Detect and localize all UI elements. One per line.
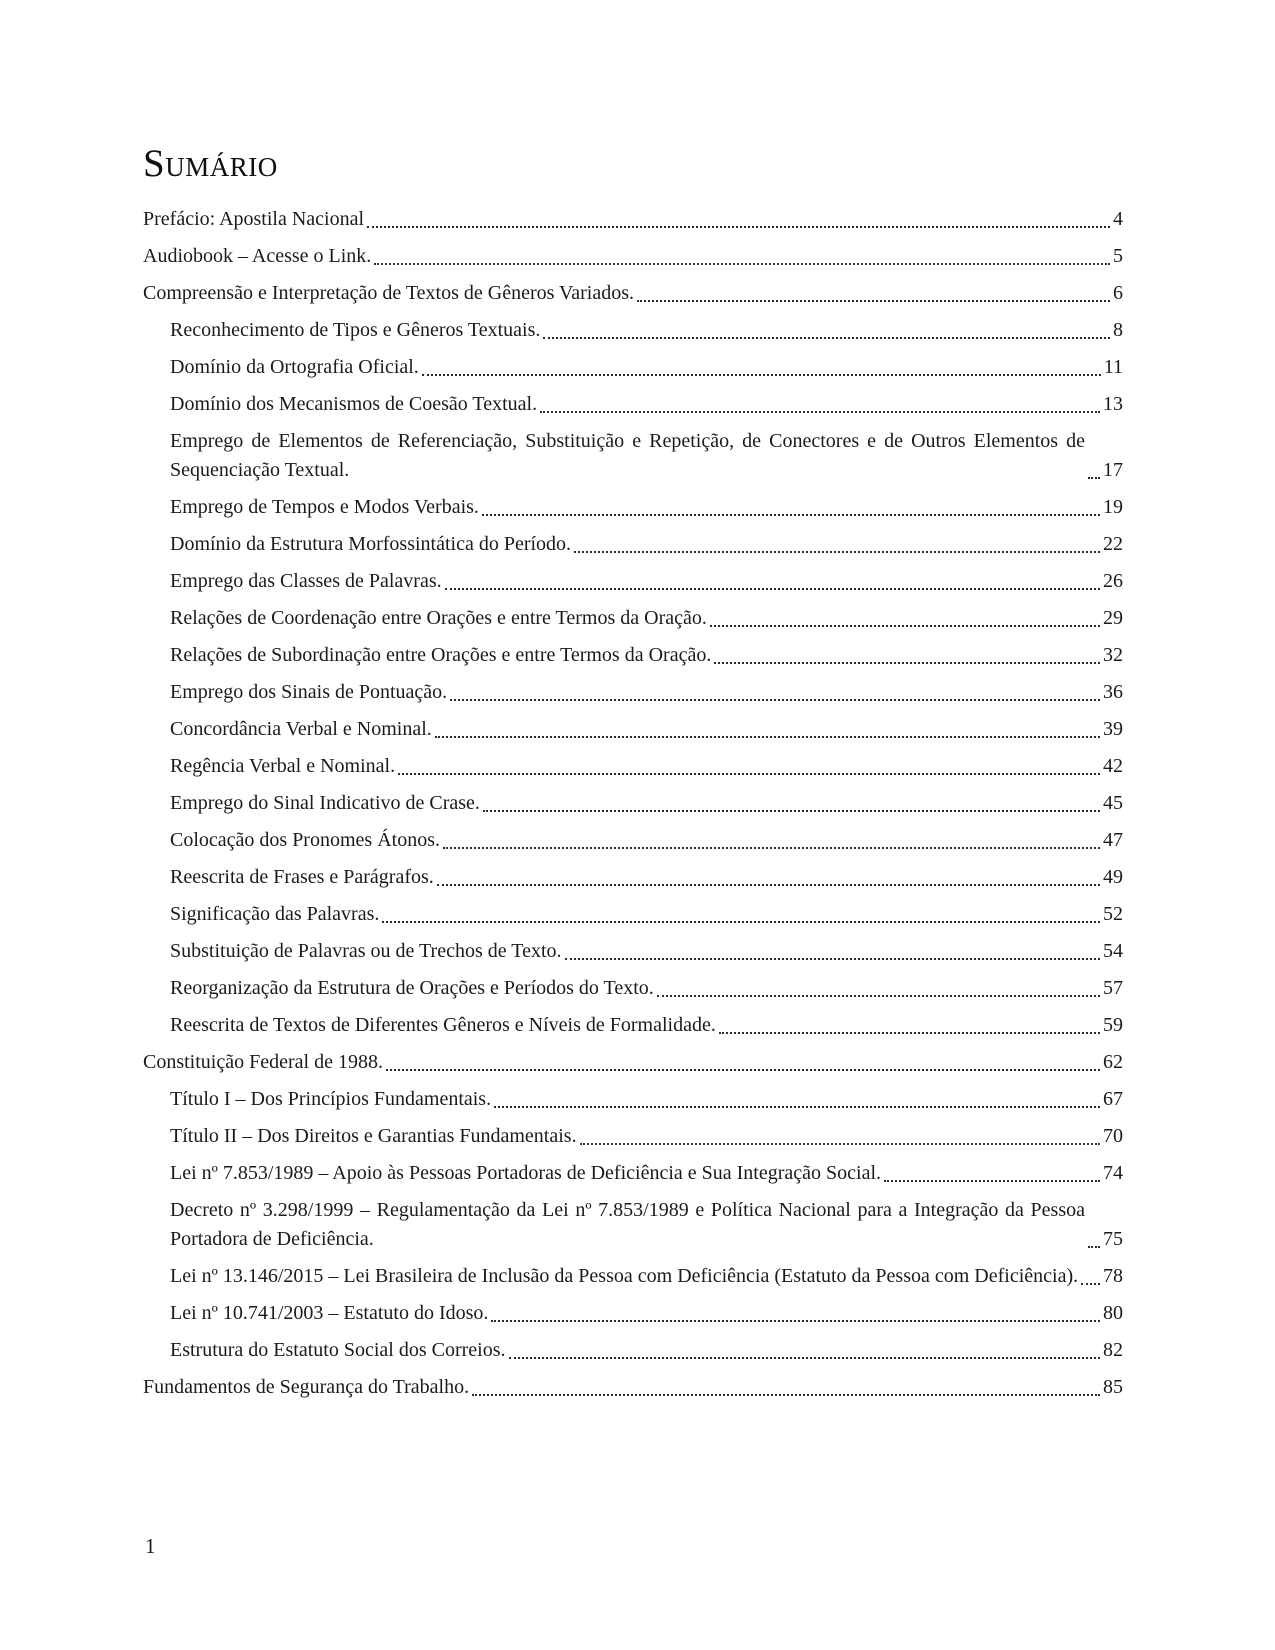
toc-entry-page-number: 49 <box>1103 865 1123 888</box>
toc-entry[interactable] <box>170 1159 1123 1188</box>
toc-entry[interactable] <box>170 530 1123 559</box>
dot-leader <box>1088 1246 1100 1248</box>
toc-entry[interactable] <box>170 678 1123 707</box>
toc-entry-label: Domínio dos Mecanismos de Coesão Textual. <box>170 392 538 415</box>
toc-entry-label: Compreensão e Interpretação de Textos de Gêneros Variados. <box>143 281 635 304</box>
dot-leader <box>435 736 1100 738</box>
toc-entry[interactable] <box>143 242 1123 271</box>
dot-leader <box>386 1069 1100 1071</box>
toc-entry-page-number: 17 <box>1103 458 1123 481</box>
toc-entry[interactable] <box>170 353 1123 382</box>
dot-leader <box>374 263 1110 265</box>
toc-entry-page-number: 52 <box>1103 902 1123 925</box>
toc-entry[interactable] <box>170 1299 1123 1328</box>
toc-entry[interactable] <box>170 1262 1123 1291</box>
toc-entry-label: Reescrita de Textos de Diferentes Gêneros e Níveis de Formalidade. <box>170 1013 716 1036</box>
toc-entry-page-number: 13 <box>1103 392 1123 415</box>
toc-entry-label: Lei nº 10.741/2003 – Estatuto do Idoso. <box>170 1301 489 1324</box>
toc-entry-label: Audiobook – Acesse o Link. <box>143 244 372 267</box>
toc-entry-page-number: 80 <box>1103 1301 1123 1324</box>
toc-entry-label: Concordância Verbal e Nominal. <box>170 717 432 740</box>
dot-leader <box>494 1106 1100 1108</box>
toc-entry-page-number: 8 <box>1113 318 1123 341</box>
toc-entry[interactable] <box>170 427 1123 485</box>
toc-entry-page-number: 59 <box>1103 1013 1123 1036</box>
toc-entry-page-number: 36 <box>1103 680 1123 703</box>
toc-entry-label: Título II – Dos Direitos e Garantias Fundamentais. <box>170 1124 577 1147</box>
toc-entry-page-number: 6 <box>1113 281 1123 304</box>
table-of-contents <box>143 205 1123 1402</box>
toc-entry[interactable] <box>170 826 1123 855</box>
toc-entry-page-number: 11 <box>1103 355 1123 378</box>
toc-entry[interactable] <box>170 1336 1123 1365</box>
page-title: Sumário <box>143 142 278 185</box>
toc-entry-page-number: 22 <box>1103 532 1123 555</box>
toc-entry-page-number: 62 <box>1103 1050 1123 1073</box>
dot-leader <box>540 411 1100 413</box>
toc-entry-label: Colocação dos Pronomes Átonos. <box>170 828 440 851</box>
toc-entry-page-number: 29 <box>1103 606 1123 629</box>
toc-entry-label: Lei nº 13.146/2015 – Lei Brasileira de Inclusão da Pessoa com Deficiência (Estatuto da Pessoa com Deficiência). <box>170 1264 1079 1287</box>
toc-entry[interactable] <box>170 974 1123 1003</box>
toc-entry-label: Domínio da Estrutura Morfossintática do Período. <box>170 532 572 555</box>
toc-entry-page-number: 19 <box>1103 495 1123 518</box>
toc-entry[interactable] <box>143 1373 1123 1402</box>
toc-entry-page-number: 26 <box>1103 569 1123 592</box>
toc-entry[interactable] <box>170 1011 1123 1040</box>
dot-leader <box>637 300 1110 302</box>
dot-leader <box>491 1320 1100 1322</box>
toc-entry-label: Significação das Palavras. <box>170 902 380 925</box>
toc-entry-page-number: 54 <box>1103 939 1123 962</box>
toc-entry-label: Emprego do Sinal Indicativo de Crase. <box>170 791 480 814</box>
toc-entry-label: Decreto nº 3.298/1999 – Regulamentação da Lei nº 7.853/1989 e Política Nacional para a Integração da Pessoa Portadora de Deficiência. <box>170 1198 1085 1250</box>
dot-leader <box>710 625 1100 627</box>
toc-entry-page-number: 32 <box>1103 643 1123 666</box>
toc-entry-label: Reescrita de Frases e Parágrafos. <box>170 865 434 888</box>
dot-leader <box>1088 477 1100 479</box>
dot-leader <box>657 995 1100 997</box>
toc-entry-page-number: 45 <box>1103 791 1123 814</box>
toc-entry-page-number: 42 <box>1103 754 1123 777</box>
footer-page-number: 1 <box>145 1534 156 1558</box>
toc-entry-label: Fundamentos de Segurança do Trabalho. <box>143 1375 470 1398</box>
toc-entry[interactable] <box>170 604 1123 633</box>
toc-entry-page-number: 47 <box>1103 828 1123 851</box>
toc-entry-label: Reorganização da Estrutura de Orações e Períodos do Texto. <box>170 976 654 999</box>
toc-entry[interactable] <box>170 567 1123 596</box>
toc-entry-label: Lei nº 7.853/1989 – Apoio às Pessoas Portadoras de Deficiência e Sua Integração Social. <box>170 1161 882 1184</box>
toc-entry-label: Emprego de Elementos de Referenciação, Substituição e Repetição, de Conectores e de Outros Elementos de Sequenciação Textual. <box>170 429 1085 481</box>
toc-entry[interactable] <box>170 789 1123 818</box>
dot-leader <box>382 921 1100 923</box>
toc-entry-page-number: 39 <box>1103 717 1123 740</box>
toc-entry[interactable] <box>170 493 1123 522</box>
toc-entry-page-number: 70 <box>1103 1124 1123 1147</box>
dot-leader <box>398 773 1100 775</box>
toc-entry-page-number: 57 <box>1103 976 1123 999</box>
toc-entry[interactable] <box>170 390 1123 419</box>
toc-entry-label: Emprego dos Sinais de Pontuação. <box>170 680 448 703</box>
toc-entry-page-number: 67 <box>1103 1087 1123 1110</box>
dot-leader <box>1081 1283 1100 1285</box>
dot-leader <box>574 551 1100 553</box>
toc-entry[interactable] <box>170 1122 1123 1151</box>
toc-entry-label: Prefácio: Apostila Nacional <box>143 207 365 230</box>
toc-entry-label: Substituição de Palavras ou de Trechos de Texto. <box>170 939 562 962</box>
toc-entry-label: Emprego das Classes de Palavras. <box>170 569 442 592</box>
toc-entry-label: Emprego de Tempos e Modos Verbais. <box>170 495 479 518</box>
toc-entry-page-number: 82 <box>1103 1338 1123 1361</box>
toc-entry-page-number: 75 <box>1103 1227 1123 1250</box>
toc-entry-page-number: 4 <box>1113 207 1123 230</box>
toc-entry[interactable] <box>170 937 1123 966</box>
dot-leader <box>367 226 1110 228</box>
dot-leader <box>565 958 1100 960</box>
toc-entry[interactable] <box>170 752 1123 781</box>
dot-leader <box>482 514 1100 516</box>
toc-entry[interactable] <box>170 900 1123 929</box>
toc-entry-label: Relações de Coordenação entre Orações e entre Termos da Oração. <box>170 606 707 629</box>
dot-leader <box>422 374 1101 376</box>
toc-entry[interactable] <box>170 641 1123 670</box>
dot-leader <box>472 1394 1100 1396</box>
toc-entry-label: Domínio da Ortografia Oficial. <box>170 355 419 378</box>
toc-entry[interactable] <box>170 715 1123 744</box>
toc-entry[interactable] <box>143 279 1123 308</box>
toc-entry-label: Constituição Federal de 1988. <box>143 1050 383 1073</box>
toc-entry-label: Estrutura do Estatuto Social dos Correios. <box>170 1338 506 1361</box>
dot-leader <box>450 699 1100 701</box>
toc-entry[interactable] <box>170 863 1123 892</box>
toc-entry[interactable] <box>170 1196 1123 1254</box>
toc-entry[interactable] <box>143 205 1123 234</box>
toc-entry-label: Regência Verbal e Nominal. <box>170 754 396 777</box>
toc-entry-page-number: 85 <box>1103 1375 1123 1398</box>
toc-entry-label: Título I – Dos Princípios Fundamentais. <box>170 1087 492 1110</box>
dot-leader <box>437 884 1100 886</box>
toc-entry-label: Relações de Subordinação entre Orações e entre Termos da Oração. <box>170 643 712 666</box>
dot-leader <box>543 337 1110 339</box>
toc-entry[interactable] <box>170 1085 1123 1114</box>
toc-entry-page-number: 74 <box>1103 1161 1123 1184</box>
toc-entry[interactable] <box>143 1048 1123 1077</box>
toc-entry-page-number: 78 <box>1103 1264 1123 1287</box>
dot-leader <box>580 1143 1100 1145</box>
dot-leader <box>445 588 1100 590</box>
toc-entry-page-number: 5 <box>1113 244 1123 267</box>
toc-entry-label: Reconhecimento de Tipos e Gêneros Textuais. <box>170 318 541 341</box>
dot-leader <box>443 847 1100 849</box>
dot-leader <box>884 1180 1100 1182</box>
toc-entry[interactable] <box>170 316 1123 345</box>
dot-leader <box>483 810 1100 812</box>
dot-leader <box>509 1357 1100 1359</box>
dot-leader <box>719 1032 1100 1034</box>
dot-leader <box>714 662 1100 664</box>
